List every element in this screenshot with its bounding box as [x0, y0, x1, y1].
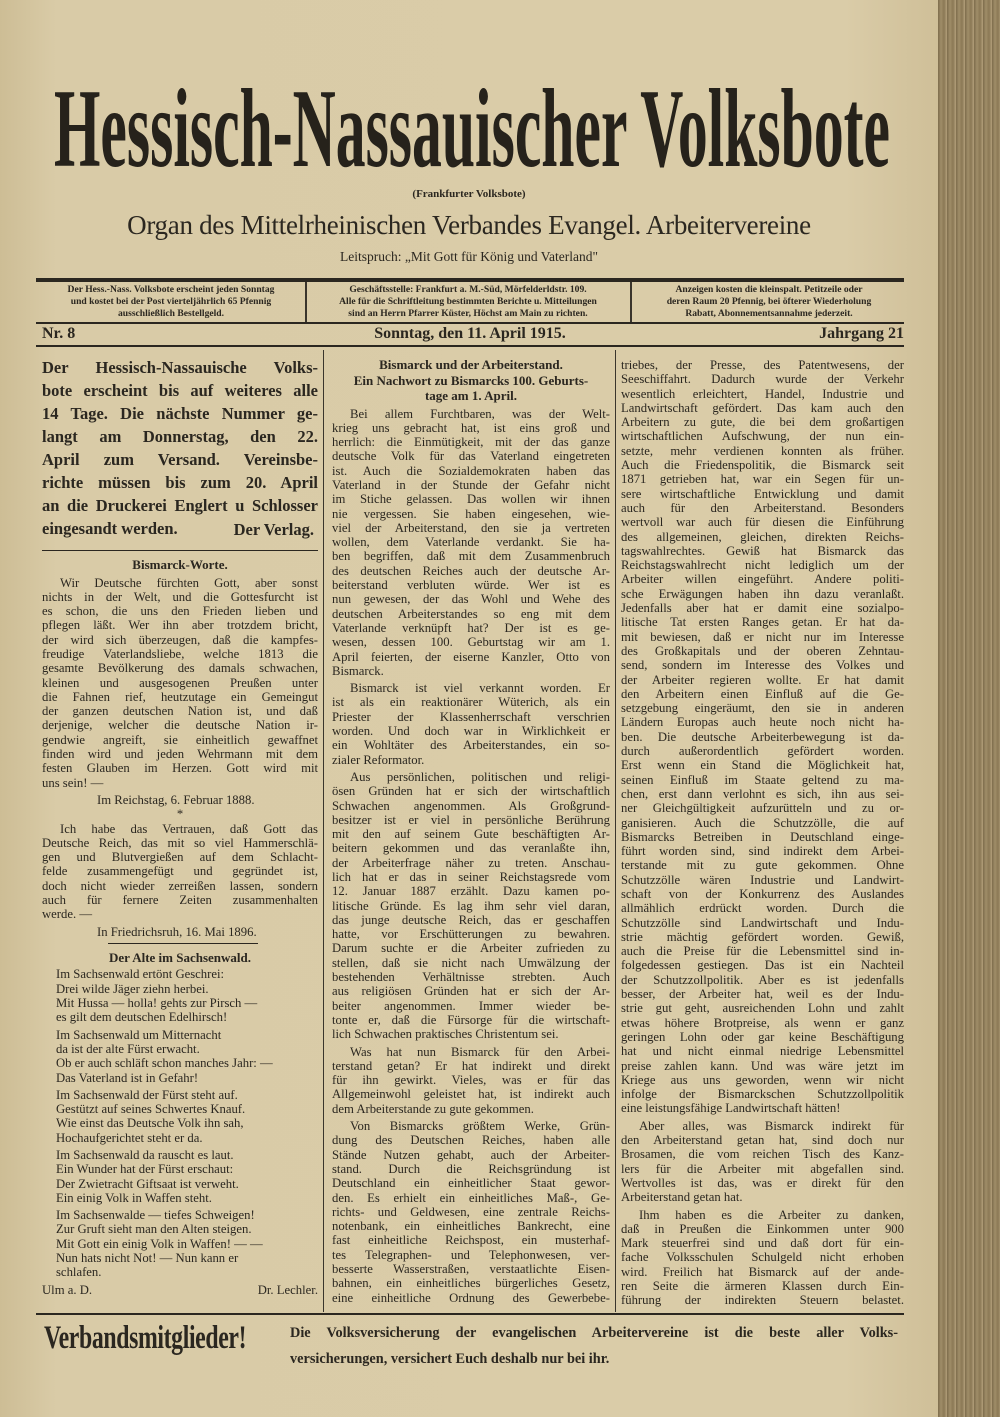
text-line: ner Gleichgültigkeit aufzurütteln und zu or-: [621, 801, 904, 816]
text-line: lers für die Arbeiter mit abgefallen sind.: [621, 1161, 904, 1176]
text-line: auch für fernere Zeiten zusammenhalten: [42, 893, 318, 908]
text-line: worden. Und doch war in Wirklichkeit er: [332, 724, 610, 739]
text-line: sche Erwägungen haben ihn dazu veranlaßt.: [621, 586, 904, 601]
text-line: führung der indirekten Steuern belastet.: [621, 1293, 904, 1308]
text-line: der ganzen deutschen Nation ist, und daß: [42, 704, 318, 719]
poem-title: Der Alte im Sachsenwald.: [108, 949, 252, 965]
text-line: richts- und Geldwesen, eine zentrale Reichs-: [332, 1204, 610, 1219]
article-title: Ein Nachwort zu Bismarcks 100. Geburts-: [353, 372, 589, 388]
text-line: nichts in der Welt, und die Gottesfurcht ist: [42, 589, 318, 604]
text-line: ist. Auch die Sozialdemokraten haben das: [332, 463, 610, 478]
text-line: Deutsche Reich, das mit so viel Hammerschlä-: [42, 835, 318, 850]
poem-stanza: [42, 1148, 318, 1205]
text-line: Arbeitern zu gute, die bei dem großartigen: [621, 415, 904, 430]
text-line: ren Seite die ärmeren Klassen durch Ein-: [621, 1279, 904, 1293]
paragraph: [332, 770, 610, 1042]
banner-text-2: versicherungen, versichert Euch deshalb nur bei ihr.: [290, 1351, 610, 1367]
text-line: preise zahlen kann. Und was wäre jetzt im: [621, 1058, 904, 1073]
poem-stanza: [42, 1208, 318, 1279]
paragraph: [332, 681, 610, 767]
text-line: stellen, daß sie nicht nach Umwälzung der: [332, 955, 610, 970]
text-line: beiterstand verbluten würde. Wer ist es: [332, 578, 610, 593]
text-line: festen Glauben im Herzen. Gott wird mit: [42, 761, 318, 776]
text-line: chen, erst dann verlohnt es sich, ihn aus sei-: [621, 786, 904, 801]
poem-line: Im Sachsenwald ertönt Geschrei:: [56, 967, 225, 982]
text-line: Von Bismarcks größtem Werke, Grün-: [350, 1119, 610, 1134]
text-line: gesamte Bevölkerung des damals schwachen,: [42, 661, 318, 676]
text-line: zialer Reformator.: [332, 752, 425, 767]
text-line: sere wirtschaftliche Entwicklung und damit: [621, 486, 904, 501]
poem-line: Gestützt auf seines Schwertes Knauf.: [56, 1102, 246, 1117]
text-line: ben. Die deutsche Arbeiterbewegung ist da-: [621, 729, 904, 744]
text-line: tes Telegraphen- und Telephonwesen, ver-: [332, 1247, 610, 1262]
left-column: [42, 356, 318, 1297]
poem-stanza: [42, 1088, 318, 1145]
column-divider: [615, 350, 616, 1312]
poem-line: Hochaufgerichtet steht er da.: [56, 1130, 203, 1145]
text-line: Auch die Friedenspolitik, die Bismarck seit: [621, 458, 904, 473]
quote-source: In Friedrichsruh, 16. Mai 1896.: [97, 924, 257, 939]
text-line: doch nicht wieder zerreißen lassen, sondern: [42, 878, 318, 893]
text-line: es schon, die uns den Frieden lieben und: [42, 604, 318, 619]
text-line: Aus persönlichen, politischen und religi-: [350, 769, 610, 784]
text-line: wollen, dem Vaterlande verdankt. Sie ha-: [332, 535, 610, 550]
text-line: Schutzzölle wären Industrie und Landwirt-: [621, 872, 904, 887]
text-line: im Stiche gelassen. Das wollen wir ihnen: [332, 492, 610, 507]
issue-volume: Jahrgang 21: [819, 325, 904, 342]
text-line: dem Arbeiterstande zu gute gekommen.: [332, 1101, 534, 1116]
text-line: terstande mit zu gute gekommen. Ohne: [621, 858, 904, 873]
text-line: den Arbeiterstand getan hat, sind doch nur: [621, 1133, 904, 1148]
text-line: litische Tat ersten Ranges getan. Er hat da-: [621, 615, 904, 630]
text-line: Seeschiffahrt. Dadurch wurde der Verkehr: [621, 372, 904, 387]
text-line: mit bewiesen, daß er nicht nur im Interesse: [621, 629, 904, 644]
text-line: der Schutzzollpolitik. Aber es ist jedenfalls: [621, 972, 904, 987]
text-line: kleinen und ausgesogenen Preußen unter: [42, 675, 318, 690]
text-line: lich Schwachen praktisches Christentum sei.: [332, 1027, 559, 1042]
text-line: Schutzzölle sind Landwirtschaft und Indu-: [621, 915, 904, 930]
text-line: Vaterland in der Stunde der Gefahr nicht: [332, 477, 610, 492]
text-line: besser, der Arbeiter hat, weil es der Indu-: [621, 987, 904, 1002]
text-line: 1871 getrieben hat, war ein Segen für un-: [621, 472, 904, 487]
text-line: für ihn gewirkt. Vieles, was er für das: [332, 1073, 610, 1088]
section-title: Bismarck-Worte.: [132, 557, 228, 572]
text-line: Wir Deutsche fürchten Gott, aber sonst: [60, 575, 318, 590]
text-line: setzgebung eingeräumt, den sie in anderen: [621, 701, 904, 716]
subscription-info: Der Hess.-Nass. Volksbote erscheint jeden Sonntag und kostet bei der Post vierteljährlich 65 Pfennig ausschließlich Bestellgeld.: [67, 284, 275, 320]
paragraph: [332, 1045, 610, 1116]
text-line: wesen, dessen 100. Geburtstag wir am 1.: [332, 635, 610, 650]
text-line: besserte Wasserstraßen, verstaatlichte Eisen-: [332, 1262, 610, 1277]
text-line: Arbeiter willen eingeführt. Andere politi-: [621, 572, 904, 587]
text-line: nie vergessen. Sie haben eingesehen, wie-: [332, 506, 610, 521]
poem-line: es gilt dem deutschen Edelhirsch!: [56, 1010, 228, 1025]
text-line: auch die Preise für die Lebensmittel sind in-: [621, 944, 904, 959]
text-line: eine leistungsfähige Landwirtschaft hätten!: [621, 1101, 841, 1116]
notice-line: richte müssen bis zum 20. April: [42, 473, 318, 492]
text-line: infolge der Bismarckschen Schutzzollpolitik: [621, 1087, 904, 1102]
text-line: felde zusammengefügt und gegründet ist,: [42, 864, 318, 879]
text-line: bahnen, ein einheitliches bürgerliches Gesetz,: [332, 1276, 610, 1291]
text-line: 12. Januar 1887 erzählt. Dazu kamen po-: [332, 884, 610, 899]
article-title: Bismarck und der Arbeiterstand.: [379, 357, 563, 372]
poem-line: Im Sachsenwalde — tiefes Schweigen!: [56, 1208, 255, 1223]
book-binding-edge: [938, 0, 1000, 1417]
masthead-motto: Leitspruch: „Mit Gott für König und Vaterland": [340, 249, 598, 264]
masthead-subtitle: (Frankfurter Volksbote): [412, 188, 526, 200]
text-line: Mark steuerfrei sind und daß dort für ein-: [621, 1236, 904, 1251]
text-line: derjenige, welcher die deutsche Nation ir-: [42, 718, 318, 733]
text-line: Stände Nutzen gehabt, auch der Arbeiter-: [332, 1147, 610, 1162]
poem-line: schlafen.: [56, 1265, 102, 1280]
text-line: viel der Arbeiterstand, den sie ja vertreten: [332, 520, 610, 535]
poem-line: Das Vaterland ist in Gefahr!: [56, 1070, 199, 1085]
text-line: April feierten, der eiserne Kanzler, Otto von: [332, 649, 610, 664]
divider: [630, 282, 632, 322]
text-line: des deutschen Reiches auch der deutsche Ar-: [332, 563, 610, 578]
text-line: mit den auf seinem Gute beschäftigten Ar-: [332, 827, 610, 842]
text-line: den. Es erhielt ein einheitliches Maß-, Ge-: [332, 1190, 610, 1205]
text-line: Was hat nun Bismarck für den Arbei-: [350, 1044, 610, 1059]
text-line: Landwirtschaft gefördert. Das kam auch den: [621, 400, 904, 415]
divider: [305, 282, 307, 322]
header-rule: [36, 322, 904, 324]
paragraph: [621, 358, 904, 1116]
text-line: Aber alles, was Bismarck indirekt für: [639, 1118, 904, 1133]
text-line: ein Wohltäter des Arbeiterstandes, ein so-: [332, 738, 610, 753]
text-line: Deutschland ein einheitlicher Staat gewor-: [332, 1176, 610, 1191]
poem-stanza: [42, 967, 318, 1024]
text-line: Reichstagswahlrecht nicht lediglich um der: [621, 558, 904, 573]
text-line: beitern gekommen und das veranlaßte ihn,: [332, 841, 610, 856]
paragraph: [621, 1119, 904, 1205]
text-line: tagswahlrechtes. Gewiß hat Bismarck das: [621, 543, 904, 558]
text-line: deutschen Arbeiterstandes so eng mit dem: [332, 606, 610, 621]
text-line: Ich habe das Vertrauen, daß Gott das: [60, 821, 318, 836]
text-line: seinen Einfluß im Staate geltend zu ma-: [621, 772, 904, 787]
poem-line: Der Zwietracht Giftsaat ist verweht.: [56, 1176, 239, 1191]
section-rule: [108, 943, 258, 944]
text-line: Bei allem Furchtbaren, was der Welt-: [350, 406, 610, 421]
masthead-title: [50, 68, 895, 178]
text-line: aus religiösen Gründen hat er sich der Ar-: [332, 984, 610, 999]
quote-source: Im Reichstag, 6. Februar 1888.: [97, 792, 255, 807]
banner-text-1: Die Volksversicherung der evangelischen Arbeitervereine ist die beste aller Volks-: [290, 1325, 898, 1341]
text-line: die Fahnen rief, heutzutage ein Gemeingut: [42, 689, 318, 704]
text-line: folgedessen gestiegen. Das ist ein Nachteil: [621, 958, 904, 973]
text-line: Wertvolles ist das, was er direkt für den: [621, 1175, 904, 1190]
text-line: terstand getan? Er hat indirekt und direkt: [332, 1058, 610, 1073]
text-line: Kriege aus uns geworden, wenn wir nicht: [621, 1072, 904, 1087]
poem-line: Ob er auch schläft schon manches Jahr: —: [56, 1056, 273, 1071]
banner-headline: Verbandsmitglieder!: [44, 1320, 247, 1356]
text-line: notenbank, ein einheitliches Bankrecht, eine: [332, 1219, 610, 1234]
text-line: der Arbeiter regieren wollte. Er hat damit: [621, 672, 904, 687]
poem-line: Wie einst das Deutsche Volk ihn sah,: [56, 1116, 244, 1131]
text-line: schaft von der Konkurrenz des Auslandes: [621, 886, 904, 901]
poem-line: Im Sachsenwald der Fürst steht auf.: [56, 1087, 238, 1102]
text-line: dung des Deutschen Reiches, haben alle: [332, 1133, 610, 1148]
text-line: fast einheitliche Reichspost, ein musterhaf-: [332, 1233, 610, 1248]
text-line: daß in Preußen die Einkommen unter 900: [621, 1221, 904, 1236]
quote: [42, 822, 318, 922]
poem-line: Nun hats nicht Not! — Nun kann er: [56, 1251, 239, 1266]
text-line: Ländern Europas auch heute noch nicht ha-: [621, 715, 904, 730]
text-line: strie mächtig gefördert worden. Gewiß,: [621, 929, 904, 944]
article-title: tage am 1. April.: [424, 388, 518, 403]
text-line: das junge deutsche Reich, das er geschaffen: [332, 912, 610, 927]
poem-line: Zur Gruft sieht man den Alten steigen.: [56, 1222, 252, 1237]
svg-text:Hessisch-Nassauischer Volksbot: Hessisch-Nassauischer Volksbote: [54, 68, 890, 178]
poem-line: Im Sachsenwald da rauscht es laut.: [56, 1147, 234, 1162]
text-line: wesentlich erleichtert, Handel, Industrie und: [621, 386, 904, 401]
text-line: bestehenden Verhältnisse strebten. Auch: [332, 970, 610, 985]
text-line: strie gut geht, ausreichenden Lohn und zahlt: [621, 1001, 904, 1016]
text-line: Bismarck.: [332, 663, 384, 678]
advertising-info: Anzeigen kosten die kleinspalt. Petitzeile oder deren Raum 20 Pfennig, bei öfterer Wiederholung Rabatt, Abonnementsannahme jederzeit.: [666, 284, 872, 320]
text-line: der wird sich überzeugen, daß die kampfes-: [42, 632, 318, 647]
text-line: pflegen läßt. Wer ihn aber trotzdem bricht,: [42, 618, 318, 633]
text-line: freudige Vaterlandsliebe, welche 1813 die: [42, 646, 318, 661]
text-line: uns sein! —: [42, 775, 104, 790]
separator-star: *: [176, 807, 184, 822]
column-divider: [323, 350, 324, 1312]
text-line: krieg uns gebracht hat, ist eins groß und: [332, 420, 610, 435]
text-line: litische Gründe. Es lag ihm sehr viel daran,: [332, 898, 610, 913]
text-line: ist als ein reaktionärer Wüterich, als ein: [332, 695, 610, 710]
text-line: fache Volksschulen Schulgeld nicht erhoben: [621, 1250, 904, 1265]
text-line: allmählich erdrückt worden. Durch die: [621, 901, 904, 916]
text-line: Bismarcks Betreiben in Deutschland einge-: [621, 829, 904, 844]
text-line: stand. Durch die Reichsgründung ist: [332, 1161, 610, 1176]
text-line: ben begriffen, daß mit dem Zusammenbruch: [332, 549, 610, 564]
text-line: herrlich: die Einmütigkeit, mit der das ganze: [332, 435, 610, 450]
poem-line: Mit Gott ein einig Volk in Waffen! — —: [56, 1236, 263, 1251]
text-line: deutsche Volk für das Vaterland eingetreten: [332, 449, 610, 464]
text-line: des Großkapitals und der oberen Zehntau-: [621, 643, 904, 658]
text-line: Schwachen angenommen. Als Großgrund-: [332, 798, 610, 813]
text-line: hatte, vor Erschütterungen zu bewahren.: [332, 927, 610, 942]
text-line: geringen Lohn oder gar keine Beschäftigung: [621, 1029, 904, 1044]
text-line: triebes, der Presse, des Patentwesens, der: [621, 358, 904, 372]
text-line: finden wird und jeden Wehrmann mit dem: [42, 747, 318, 762]
text-line: wertvoll war auch für diesen die Einführung: [621, 515, 904, 530]
poem-line: Ein Wunder hat der Fürst erschaut:: [56, 1162, 234, 1177]
text-line: Arbeiterstand getan hat.: [621, 1190, 743, 1205]
text-line: der Arbeiterfrage näher zu treten. Anschau-: [332, 855, 610, 870]
text-line: Jedenfalls aber hat er damit eine sozialpo-: [621, 601, 904, 616]
text-line: Bismarck ist viel verkannt worden. Er: [350, 681, 610, 696]
notice-line: an die Druckerei Englert u Schlosser: [42, 496, 318, 515]
text-line: führt worden sind, sind indirekt dem Arbei-: [621, 844, 904, 859]
poem-place: Ulm a. D.: [42, 1282, 93, 1297]
office-info: Geschäftsstelle: Frankfurt a. M.-Süd, Mörfelderldstr. 109. Alle für die Schriftleitung bestimmten Berichte u. Mitteilungen sind an Herrn Pfarrer Küster, Höchst am Main zu richten.: [339, 284, 597, 320]
text-line: send, sondern im Interesse des Volkes und: [621, 658, 904, 673]
text-line: Allgemeinwohl geleistet hat, ist indirekt auch: [332, 1087, 610, 1102]
text-line: Priester der Klassenherrschaft verschrien: [332, 709, 610, 724]
poem-line: Ein einig Volk in Waffen steht.: [56, 1190, 212, 1205]
poem-line: da ist der alte Fürst erwacht.: [56, 1041, 200, 1056]
poem-line: Im Sachsenwald um Mitternacht: [56, 1027, 222, 1042]
issue-date: Sonntag, den 11. April 1915.: [374, 325, 566, 342]
text-line: des allgemeinen, gleichen, direkten Reichs-: [621, 529, 904, 544]
notice-line: April zum Versand. Vereinsbe-: [42, 450, 318, 469]
header-rule: [36, 345, 904, 347]
notice-line: 14 Tage. Die nächste Nummer ge-: [42, 404, 318, 423]
text-line: hat und nicht einmal niedrige Lebensmittel: [621, 1044, 904, 1059]
text-line: Ihm haben es die Arbeiter zu danken,: [639, 1207, 904, 1222]
notice-line: Der Hessisch-Nassauische Volks-: [42, 358, 318, 377]
notice-signature: Der Verlag.: [233, 520, 314, 539]
text-line: werde. —: [42, 907, 93, 922]
section-rule: [42, 550, 318, 551]
text-line: tonte er, daß die Fürsorge für die wirtschaft-: [332, 1012, 610, 1027]
text-line: ösen Gründen hat er sich der wirtschaftlich: [332, 784, 610, 799]
text-line: eine einheitliche Ordnung des Gewerbebe-: [332, 1290, 610, 1305]
text-line: Brosamen, die vom reichen Tisch des Kanz-: [621, 1147, 904, 1162]
text-line: ganisieren. Auch die Schutzzölle, die auf: [621, 815, 904, 830]
text-line: Vaterlande verknüpft hat? Der ist es ge-: [332, 620, 610, 635]
middle-column: [332, 357, 610, 1308]
notice-line: eingesandt werden.: [42, 519, 178, 538]
quote: [42, 576, 318, 790]
text-line: wirtschaftlichen Aufschwung, der nun ein-: [621, 429, 904, 444]
paragraph: [332, 1119, 610, 1305]
text-line: gendwie angreift, sie einheitlich gewaffnet: [42, 732, 318, 747]
text-line: wird. Freilich hat Bismarck auf der ande-: [621, 1264, 904, 1279]
poem-line: Mit Hussa — holla! gehts zur Pirsch —: [56, 996, 258, 1011]
text-line: lich hat er das in seiner Reichstagsrede vom: [332, 870, 610, 884]
text-line: den Arbeitern einen Einfluß auf die Ge-: [621, 686, 904, 701]
header-rule: [36, 278, 904, 282]
text-line: Darum suchte er die Arbeiter zufrieden zu: [332, 941, 610, 956]
text-line: setzte, mehr verdienen konnten als früher.: [621, 443, 904, 458]
text-line: gen und Blutvergießen auf dem Schlacht-: [42, 850, 318, 865]
masthead-organ: Organ des Mittelrheinischen Verbandes Evangel. Arbeitervereine: [127, 210, 811, 240]
notice-line: langt am Donnerstag, den 22.: [42, 427, 318, 446]
poem-author: Dr. Lechler.: [257, 1282, 318, 1297]
text-line: etwas höhere Brotpreise, als wenn er ganz: [621, 1015, 904, 1030]
right-column: [621, 358, 904, 1311]
poem-stanza: [42, 1028, 318, 1085]
paragraph: [621, 1208, 904, 1308]
text-line: auch für den Arbeiterstand. Besonders: [621, 500, 904, 515]
text-line: Erst wenn ein Stand die Möglichkeit hat,: [621, 758, 904, 773]
text-line: durch außerordentlich gefördert worden.: [621, 744, 904, 759]
paragraph: [332, 407, 610, 679]
text-line: beiter angenommen. Immer wieder be-: [332, 998, 610, 1013]
notice-box: [42, 356, 318, 540]
text-line: nun gewesen, der das Wohl und Wehe des: [332, 592, 610, 607]
issue-number: Nr. 8: [42, 325, 76, 342]
text-line: besitzer ist er viel in persönliche Berührung: [332, 812, 610, 827]
notice-line: bote erscheint bis auf weiteres alle: [42, 381, 318, 400]
poem-line: Drei wilde Jäger ziehn herbei.: [56, 981, 209, 996]
footer-rule: [36, 1313, 904, 1315]
poem-signature: [42, 1283, 318, 1297]
